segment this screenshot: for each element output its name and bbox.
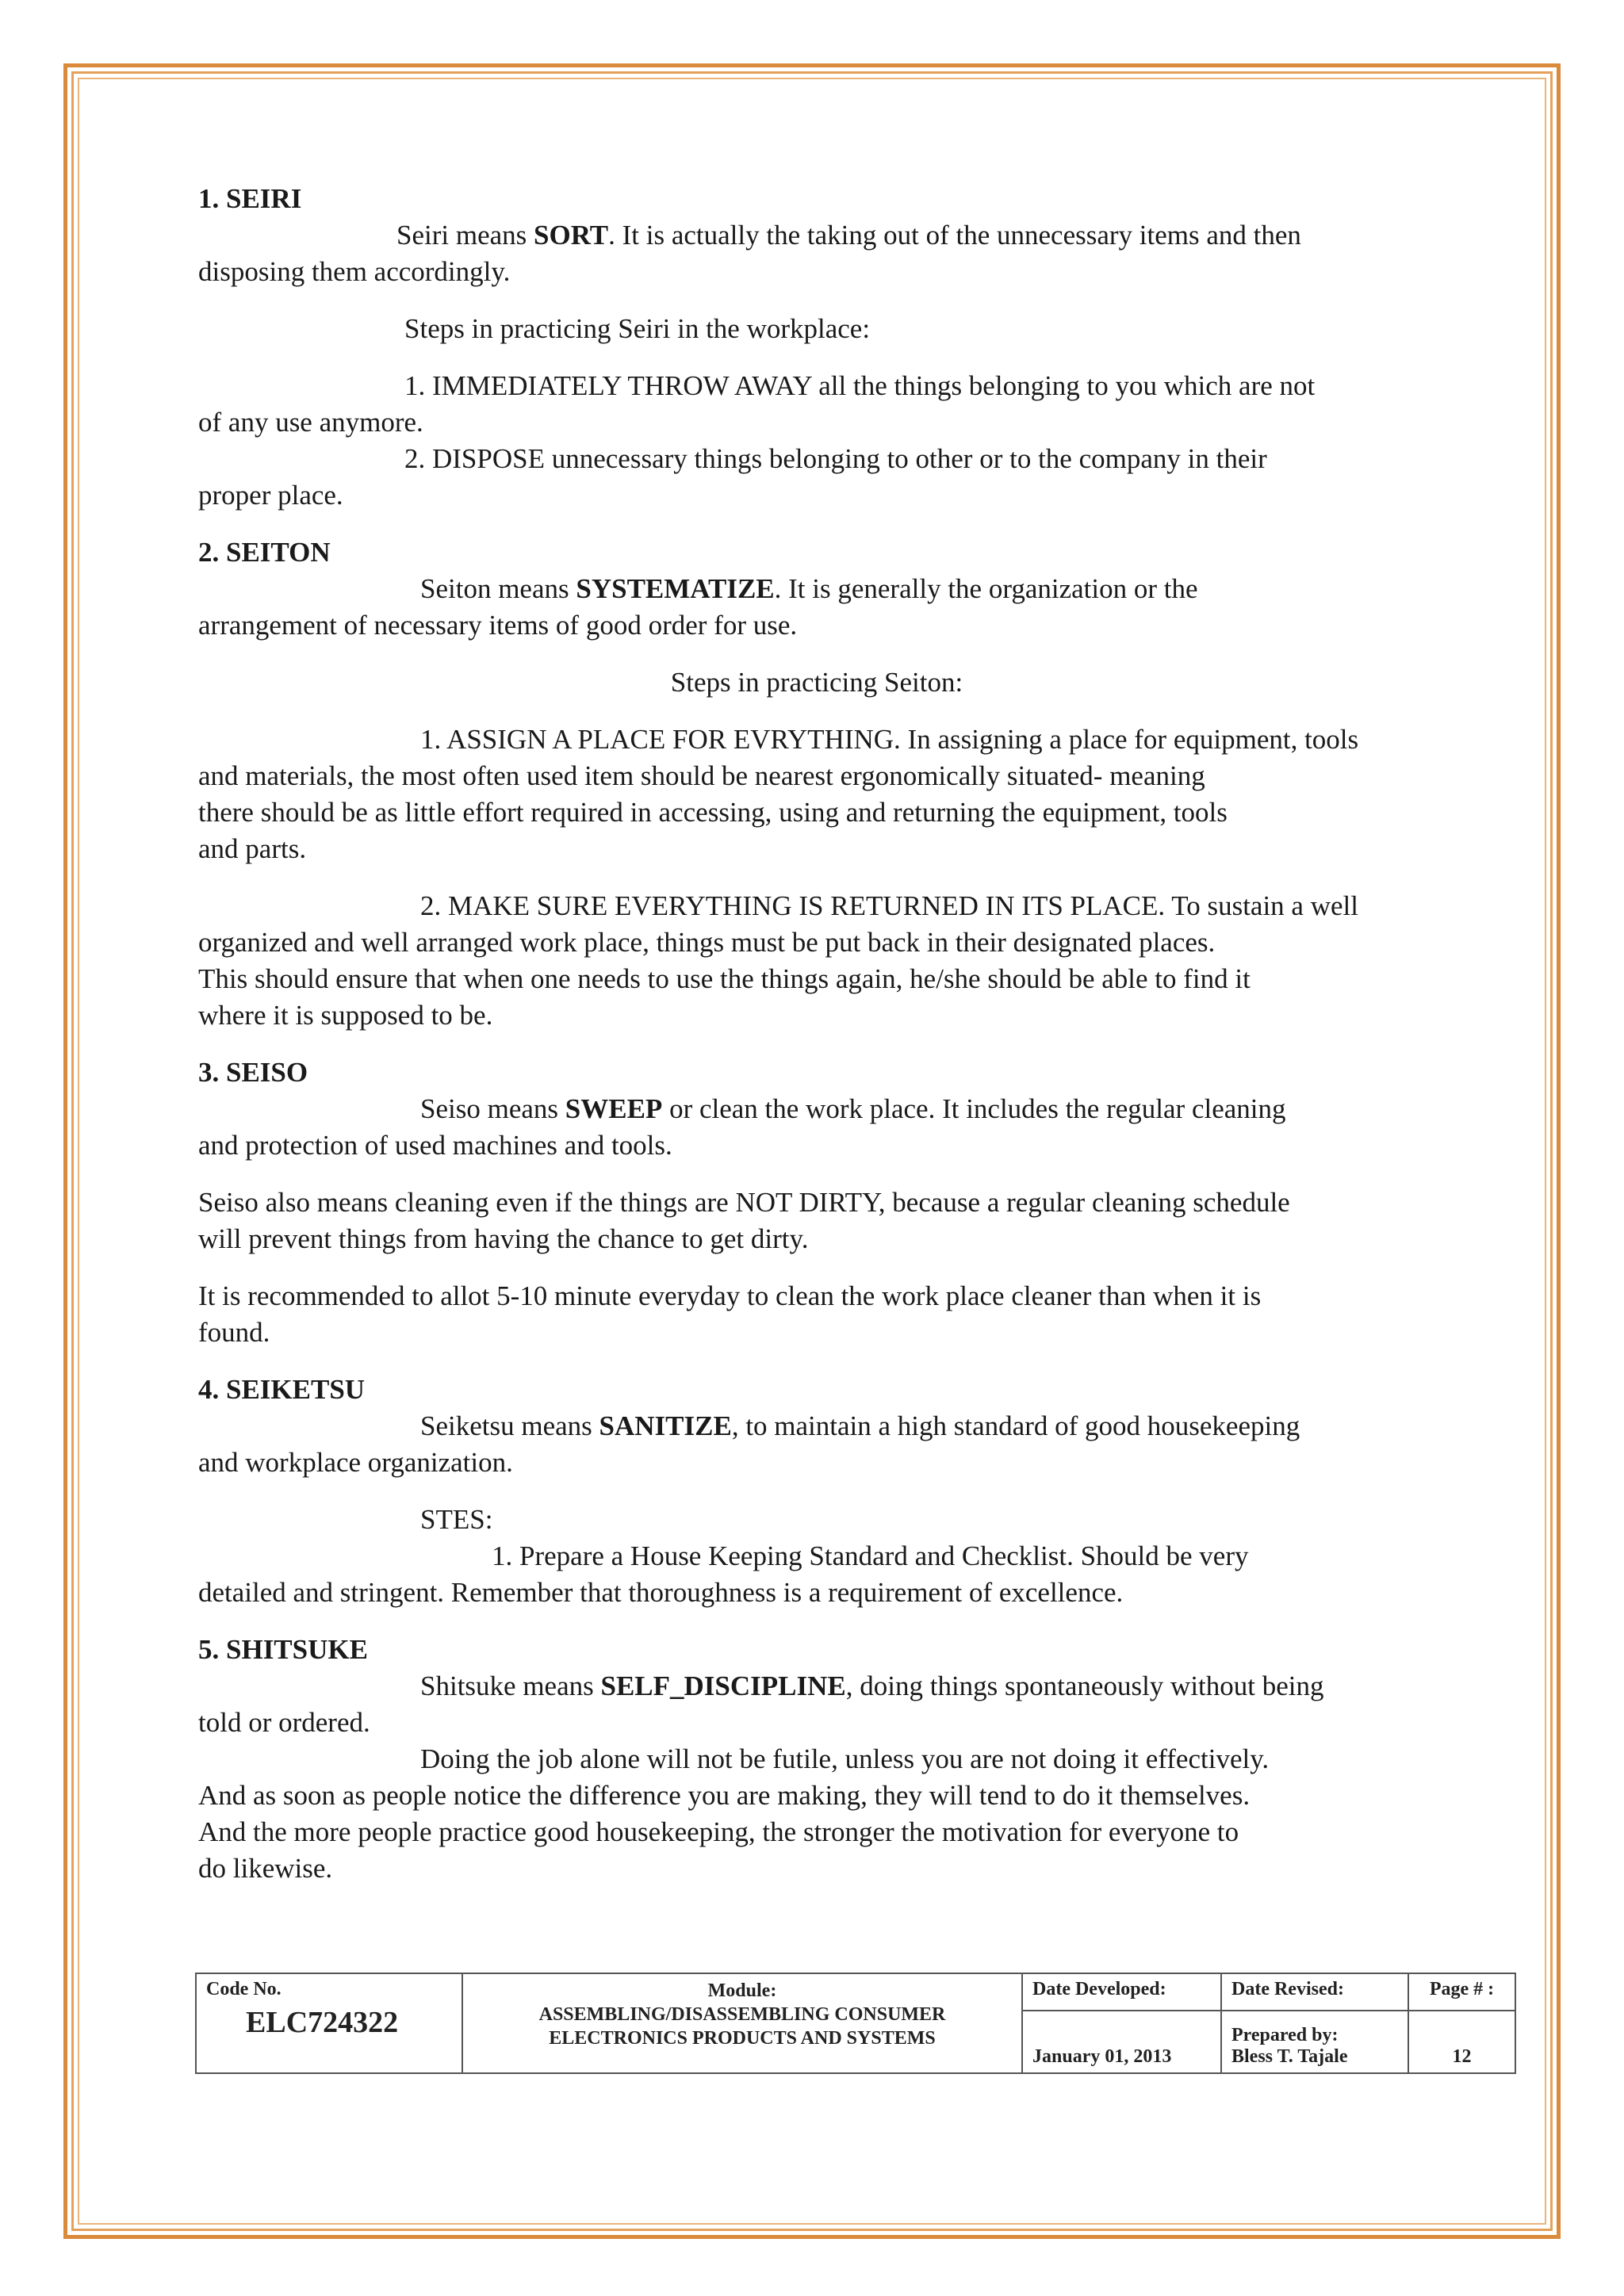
seiso-paragraph-2-line-2: will prevent things from having the chance to get dirty. xyxy=(198,1223,809,1254)
seiri-step-1-cont: of any use anymore. xyxy=(198,407,423,438)
footer-code-value: ELC724322 xyxy=(246,2006,399,2039)
seiketsu-definition-cont: and workplace organization. xyxy=(198,1447,513,1478)
footer-code-cell xyxy=(196,1973,462,2073)
footer-module-line-1: ASSEMBLING/DISASSEMBLING CONSUMER xyxy=(538,2004,946,2025)
seiton-definition: Seiton means SYSTEMATIZE. It is generally the organization or the xyxy=(420,573,1198,604)
seiketsu-definition: Seiketsu means SANITIZE, to maintain a high standard of good housekeeping xyxy=(420,1410,1300,1441)
seiketsu-stes-label: STES: xyxy=(420,1504,493,1535)
seiton-steps-title: Steps in practicing Seiton: xyxy=(670,667,963,698)
section-heading-shitsuke: 5. SHITSUKE xyxy=(198,1634,368,1665)
seiri-definition: Seiri means SORT. It is actually the taking out of the unnecessary items and then xyxy=(396,220,1301,251)
section-heading-seiri: 1. SEIRI xyxy=(198,183,302,214)
seiton-step-2-line-3: This should ensure that when one needs to use the things again, he/she should be able to find it xyxy=(198,963,1251,994)
footer-page-value: 12 xyxy=(1408,2011,1515,2073)
shitsuke-paragraph-2-line-4: do likewise. xyxy=(198,1853,333,1884)
section-heading-seiketsu: 4. SEIKETSU xyxy=(198,1374,366,1405)
seiton-definition-cont: arrangement of necessary items of good order for use. xyxy=(198,610,798,641)
footer-module-line-2: ELECTRONICS PRODUCTS AND SYSTEMS xyxy=(549,2028,936,2049)
footer-date-developed-label: Date Developed: xyxy=(1022,1973,1221,2011)
seiton-step-2-line-2: organized and well arranged work place, things must be put back in their designated places. xyxy=(198,927,1216,958)
seiton-step-1: 1. ASSIGN A PLACE FOR EVRYTHING. In assigning a place for equipment, tools xyxy=(420,724,1359,755)
seiri-step-2: 2. DISPOSE unnecessary things belonging to other or to the company in their xyxy=(404,443,1267,474)
shitsuke-paragraph-2-line-2: And as soon as people notice the difference you are making, they will tend to do it themselves. xyxy=(198,1780,1251,1811)
seiso-definition-cont: and protection of used machines and tools. xyxy=(198,1130,672,1161)
document-body xyxy=(198,181,1435,1887)
footer-page-label: Page # : xyxy=(1408,1973,1515,2011)
seiso-definition: Seiso means SWEEP or clean the work place. It includes the regular cleaning xyxy=(420,1093,1286,1124)
seiton-step-1-line-2: and materials, the most often used item should be nearest ergonomically situated- meaning xyxy=(198,760,1205,791)
seiri-step-1: 1. IMMEDIATELY THROW AWAY all the things belonging to you which are not xyxy=(404,370,1316,401)
footer-date-revised-label: Date Revised: xyxy=(1221,1973,1408,2011)
shitsuke-paragraph-2-line-1: Doing the job alone will not be futile, unless you are not doing it effectively. xyxy=(420,1743,1270,1774)
seiketsu-step-1: 1. Prepare a House Keeping Standard and Checklist. Should be very xyxy=(492,1540,1249,1571)
footer-date-developed-value: January 01, 2013 xyxy=(1022,2011,1221,2073)
seiton-step-2: 2. MAKE SURE EVERYTHING IS RETURNED IN ITS PLACE. To sustain a well xyxy=(420,890,1358,921)
document-footer-table xyxy=(195,1973,1516,2074)
seiton-step-2-line-4: where it is supposed to be. xyxy=(198,1000,493,1031)
seiri-step-2-cont: proper place. xyxy=(198,480,343,511)
shitsuke-paragraph-2-line-3: And the more people practice good housekeeping, the stronger the motivation for everyone to xyxy=(198,1816,1239,1847)
footer-prepared-by-cell xyxy=(1221,2011,1408,2073)
footer-module-label: Module: xyxy=(707,1980,777,2001)
shitsuke-definition: Shitsuke means SELF_DISCIPLINE, doing things spontaneously without being xyxy=(420,1670,1324,1701)
footer-code-label: Code No. xyxy=(206,1979,282,1999)
section-heading-seiton: 2. SEITON xyxy=(198,537,331,568)
seiri-steps-title: Steps in practicing Seiri in the workplace: xyxy=(404,313,871,344)
footer-module-cell xyxy=(462,1973,1022,2073)
seiri-definition-cont: disposing them accordingly. xyxy=(198,256,511,287)
seiso-paragraph-3-line-1: It is recommended to allot 5-10 minute everyday to clean the work place cleaner than when it is xyxy=(198,1280,1262,1311)
seiton-step-1-line-4: and parts. xyxy=(198,833,307,864)
seiso-paragraph-2-line-1: Seiso also means cleaning even if the things are NOT DIRTY, because a regular cleaning schedule xyxy=(198,1187,1290,1218)
seiso-paragraph-3-line-2: found. xyxy=(198,1317,270,1348)
shitsuke-definition-cont: told or ordered. xyxy=(198,1707,370,1738)
seiketsu-step-1-cont: detailed and stringent. Remember that thoroughness is a requirement of excellence. xyxy=(198,1577,1124,1608)
seiton-step-1-line-3: there should be as little effort required in accessing, using and returning the equipment, tools xyxy=(198,797,1228,828)
footer-prepared-by-label: Prepared by: xyxy=(1231,2025,1339,2045)
section-heading-seiso: 3. SEISO xyxy=(198,1057,308,1088)
footer-prepared-by-value: Bless T. Tajale xyxy=(1231,2046,1348,2067)
